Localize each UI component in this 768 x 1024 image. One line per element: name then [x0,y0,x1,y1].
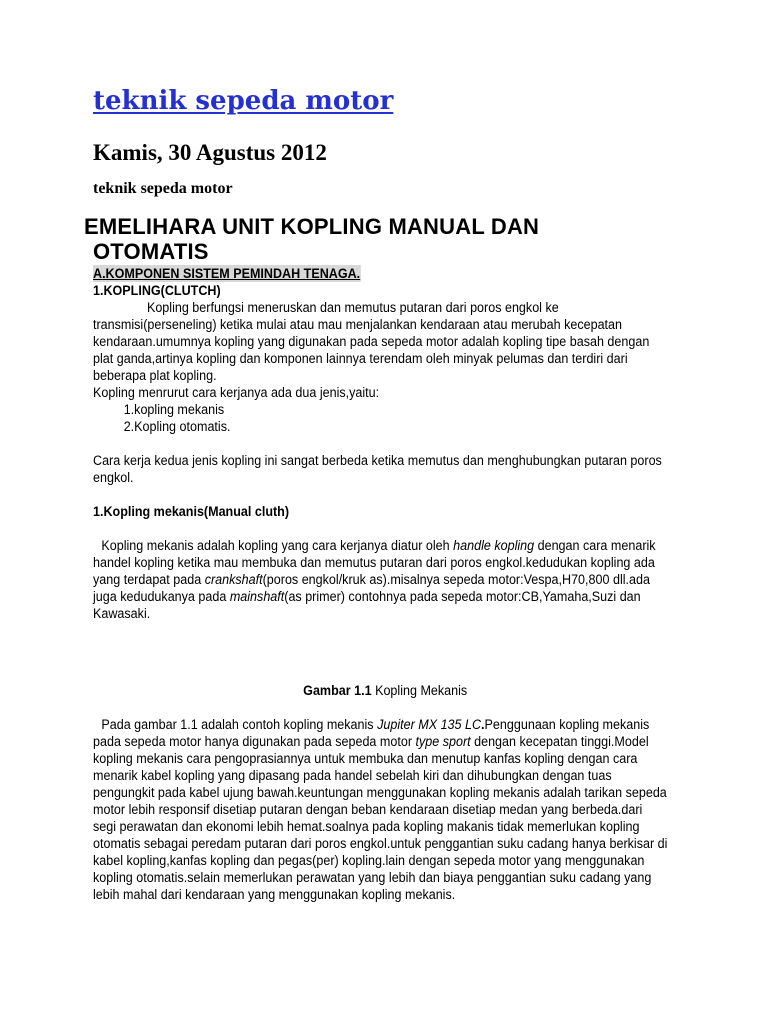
section-heading-a: A.KOMPONEN SISTEM PEMINDAH TENAGA. [93,266,361,281]
blog-title-link[interactable]: teknik sepeda motor [93,86,394,116]
list-item-kopling-otomatis: 2.Kopling otomatis. [123,419,231,434]
paragraph-cara-kerja: Cara kerja kedua jenis kopling ini sangat berbeda ketika memutus dan menghubungkan putaran poros engkol. [93,453,662,485]
figure-caption: Gambar 1.1 Kopling Mekanis [303,683,468,698]
types-intro: Kopling menrurut cara kerjanya ada dua jenis,yaitu: [93,385,380,400]
post-date: Kamis, 30 Agustus 2012 [93,140,327,165]
heading-line-1: EMELIHARA UNIT KOPLING MANUAL DAN [84,214,540,239]
article-main-heading [84,214,613,264]
subheading-kopling-mekanis: 1.Kopling mekanis(Manual cluth) [93,504,290,519]
paragraph-gambar-1-1: Pada gambar 1.1 adalah contoh kopling mekanis Jupiter MX 135 LC.Penggunaan kopling mekanis pada sepeda motor hanya digunakan pada sepeda motor type sport dengan kecepatan tinggi.Model kopling mekanis cara pengoprasiannya untuk membuka dan menutup kanfas kopling dengan cara menarik kabel kopling yang dipasang pada handel sebelah kiri dan dihubungkan dengan tuas pengungkit pada kabel ujung bawah.keuntungan menggunakan kopling mekanis adalah tarikan sepeda motor lebih responsif disetiap putaran dengan beban kendaraan disetiap medan yang berbeda.dari segi perawatan dan ekonomi lebih hemat.soalnya pada kopling makanis tidak memerlukan kopling otomatis sebagai peredam putaran dari poros engkol.untuk penggantian suku cadang hanya berkisar di kabel kopling,kanfas kopling dan pegas(per) kopling.lain dengan sepeda motor yang menggunakan kopling otomatis.selain memerlukan perawatan yang lebih dan biaya penggantian suku cadang yang lebih mahal dari kendaraan yang menggunakan kopling mekanis. [93,717,668,902]
section-heading-kopling: 1.KOPLING(CLUTCH) [93,283,221,298]
paragraph-kopling-mekanis: Kopling mekanis adalah kopling yang cara kerjanya diatur oleh handle kopling dengan cara menarik handel kopling ketika mau membuka dan memutus putaran dari poros engkol.kedudukan kopling ada yang terdapat pada crankshaft(poros engkol/kruk as).misalnya sepeda motor:Vespa,H70,800 dll.ada juga kedudukanya pada mainshaft(as primer) contohnya pada sepeda motor:CB,Yamaha,Suzi dan Kawasaki. [93,538,656,621]
post-title: teknik sepeda motor [93,180,233,197]
list-item-kopling-mekanis: 1.kopling mekanis [123,402,225,417]
heading-line-2: OTOMATIS [93,239,209,264]
paragraph-kopling-function: Kopling berfungsi meneruskan dan memutus putaran dari poros engkol ke transmisi(perseneling) ketika mulai atau mau menjalankan kendaraan atau merubah kecepatan kendaraan.umumnya kopling yang digunakan pada sepeda motor adalah kopling tipe basah dengan plat ganda,artinya kopling dan komponen lainnya terendam oleh minyak pelumas dan terdiri dari beberapa plat kopling. [93,300,650,383]
figure-label: Gambar 1.1 [303,683,372,698]
article-body [93,265,683,903]
